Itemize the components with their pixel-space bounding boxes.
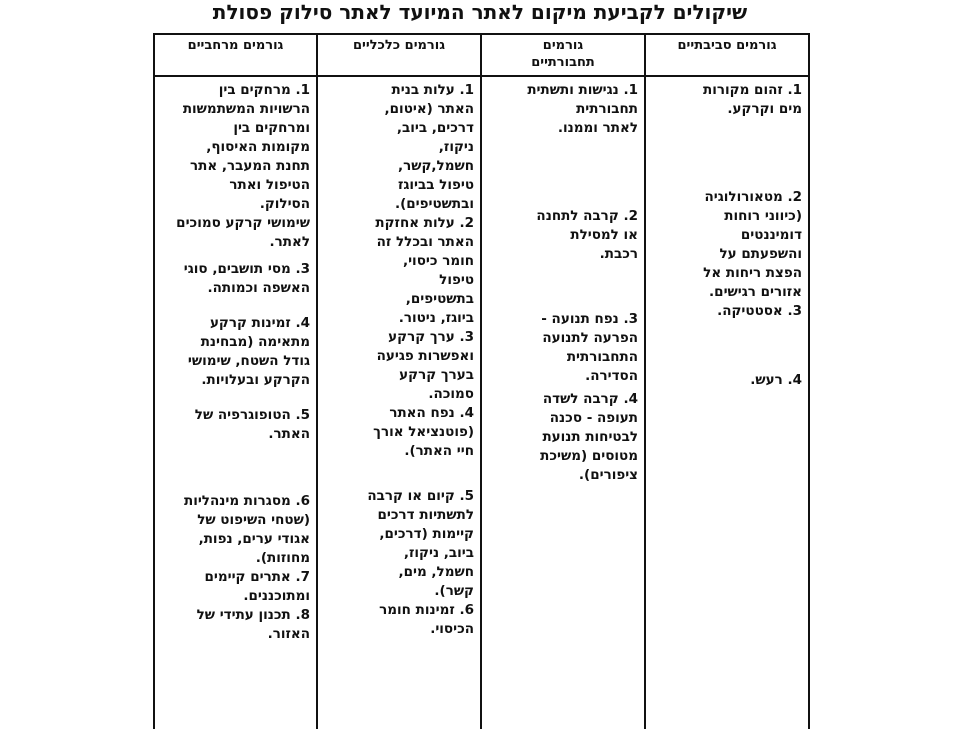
econ-item-2: 2. עלות אחזקת האתר ובכלל זה חומר כיסוי, טיפול בתשטיפים, ביוגז, ניטור. [375, 215, 474, 326]
header-economic: גורמים כלכליים [317, 34, 481, 76]
factors-table [153, 33, 810, 729]
spatial-item-7: 7. אתרים קיימים ומתוכננים. [204, 569, 310, 604]
env-item-2: 2. מטאורולוגיה (כיווני רוחות דומיננטים והשפעתם על הפצת ריחות אל אזורים רגישים. [703, 189, 802, 300]
content-row [154, 76, 809, 729]
spatial-item-4: 4. זמינות קרקע מתאימה (מבחינת גודל השטח, שימושי הקרקע ובעלויות. [187, 315, 310, 388]
header-spatial: גורמים מרחביים [154, 34, 317, 76]
env-item-4: 4. רעש. [750, 372, 802, 388]
header-row [154, 34, 809, 76]
page-title: שיקולים לקביעת מיקום לאתר המיועד לאתר סילוק פסולת [212, 0, 748, 24]
spatial-item-3: 3. מסי תושבים, סוגי האשפה וכמותה. [183, 261, 310, 296]
spatial-item-8: 8. תכנון עתידי של האזור. [196, 607, 310, 642]
column-economic [317, 76, 481, 729]
econ-item-3: 3. ערך קרקע ואפשרות פגיעה בערך קרקע סמוכה. [376, 329, 474, 402]
spatial-item-5: 5. הטופוגרפיה של האתר. [194, 407, 310, 442]
trans-item-3: 3. נפח תנועה - הפרעה לתנועה התחבורתית הסדירה. [541, 311, 638, 384]
column-transportation [481, 76, 645, 729]
trans-item-2: 2. קרבה לתחנה או למסילת רכבת. [536, 208, 638, 262]
column-environmental [645, 76, 809, 729]
trans-item-1: 1. נגישות ותשתית תחבורתית לאתר וממנו. [527, 82, 638, 136]
econ-item-4: 4. נפח האתר (פוטנציאל אורך חיי האתר). [373, 405, 474, 459]
spatial-item-1: 1. מרחקים בין הרשויות המשתמשות ומרחקים בין מקומות האיסוף, תחנת המעבר, אתר הטיפול ואתר הסילוק. שימושי קרקע סמוכים לאתר. [176, 82, 310, 250]
econ-item-6: 6. זמינות חומר הכיסוי. [379, 602, 474, 637]
header-environmental: גורמים סביבתיים [645, 34, 809, 76]
header-transportation: גורמים תחבורתיים [481, 34, 645, 76]
env-item-3: 3. אסטטיקה. [717, 303, 802, 319]
econ-item-5: 5. קיום או קרבה לתשתיות דרכים קיימות (דרכים, ביוב, ניקוז, חשמל, מים, קשר). [367, 488, 474, 599]
env-item-1: 1. זהום מקורות מים וקרקע. [703, 82, 802, 117]
column-spatial [154, 76, 317, 729]
spatial-item-6: 6. מסגרות מינהליות (שטחי השיפוט של אגודי ערים, נפות, מחוזות). [183, 493, 310, 566]
econ-item-1: 1. עלות בנית האתר (איטום, דרכים, ביוב, ניקוז, חשמל,קשר, טיפול בביוגז ובתשטיפים). [384, 82, 474, 212]
trans-item-4: 4. קרבה לשדה תעופה - סכנה לבטיחות תנועת מטוסים (משיכת ציפורים). [540, 391, 638, 483]
